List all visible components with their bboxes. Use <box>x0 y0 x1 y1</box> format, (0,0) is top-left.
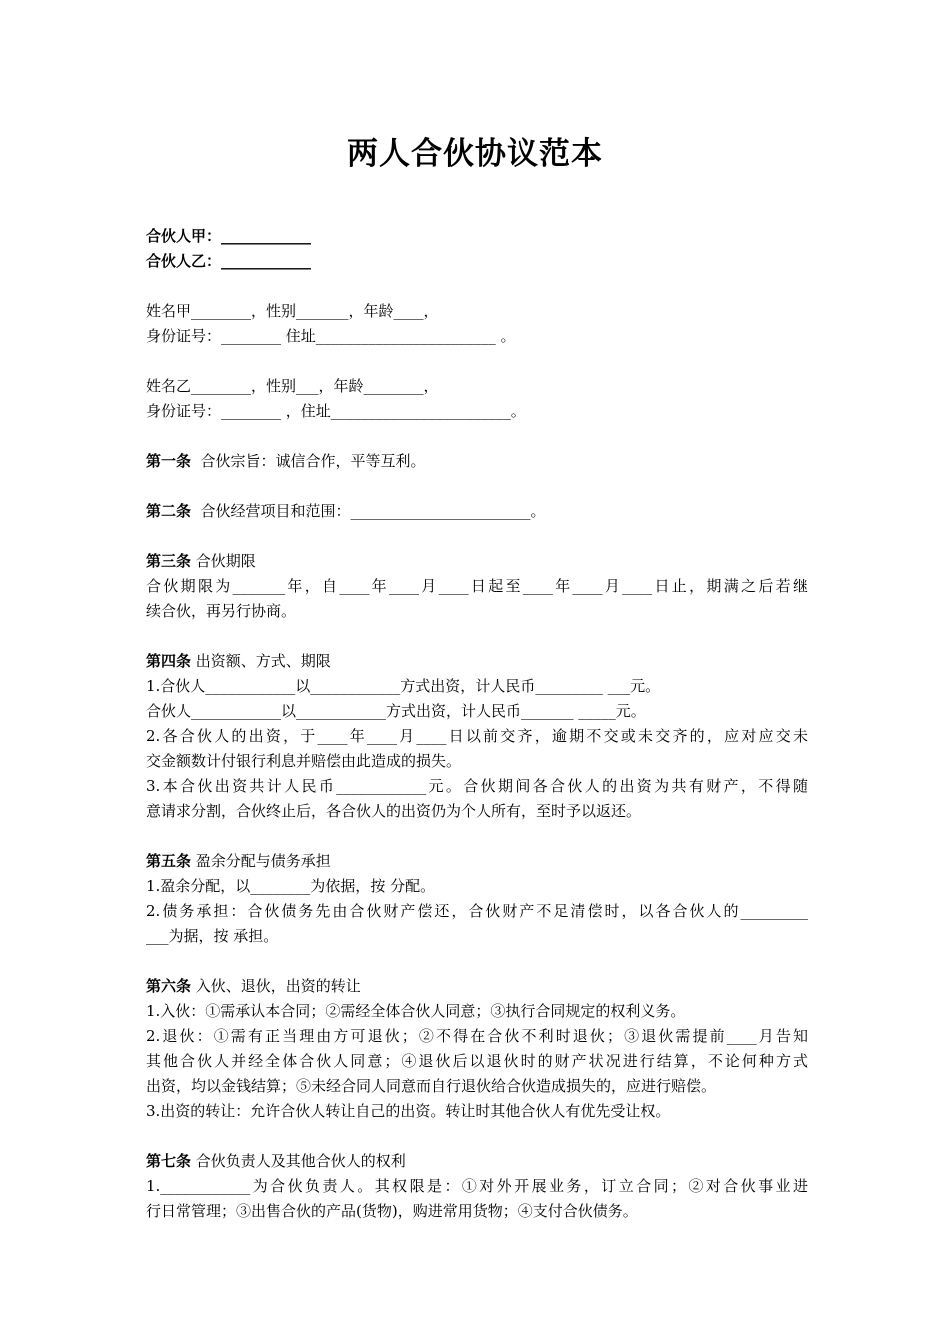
article-3-line-1: 合伙期限为_______年，自____年____月____日起至____年____月____日止，期满之后若继 <box>146 577 808 595</box>
article-3-heading: 第三条 <box>146 552 192 570</box>
article-2 <box>146 499 808 524</box>
article-6-line-5: 3.出资的转让：允许合伙人转让自己的出资。转让时其他合伙人有优先受让权。 <box>146 1102 671 1120</box>
article-6 <box>146 974 808 999</box>
article-6-line-2: 2.退伙：①需有正当理由方可退伙；②不得在合伙不利时退伙；③退伙需提前____月告知 <box>146 1027 808 1045</box>
article-6-heading: 第六条 <box>146 977 192 995</box>
article-6-line-3: 其他合伙人并经全体合伙人同意；④退伙后以退伙时的财产状况进行结算，不论何种方式 <box>146 1052 808 1070</box>
article-2-text: 合伙经营项目和范围：________________________。 <box>191 502 546 520</box>
article-7-line-2: 行日常管理；③出售合伙的产品(货物)，购进常用货物；④支付合伙债务。 <box>146 1202 638 1220</box>
article-6-line-4: 出资，均以金钱结算；⑤未经合同人同意而自行退伙给合伙造成损失的，应进行赔偿。 <box>146 1077 717 1095</box>
article-6-text: 入伙、退伙，出资的转让 <box>191 977 361 995</box>
article-4-line-4: 交金额数计付银行利息并赔偿由此造成的损失。 <box>146 752 462 770</box>
article-2-heading: 第二条 <box>146 502 192 520</box>
document-body <box>146 224 808 1224</box>
person-a-id: 身份证号：________ 住址________________________ 。 <box>146 327 516 345</box>
article-4-heading: 第四条 <box>146 652 192 670</box>
article-7-heading: 第七条 <box>146 1152 192 1170</box>
article-1 <box>146 449 808 474</box>
article-4-line-5: 3.本合伙出资共计人民币____________元。合伙期间各合伙人的出资为共有财产，不得随 <box>146 777 808 795</box>
article-4-line-3: 2.各合伙人的出资，于____年____月____日以前交齐，逾期不交或未交齐的，应对应交未 <box>146 727 808 745</box>
article-5-line-3: ___为据，按 承担。 <box>146 927 279 945</box>
article-5-heading: 第五条 <box>146 852 192 870</box>
article-3 <box>146 549 808 574</box>
article-5-line-1: 1.盈余分配，以________为依据，按 分配。 <box>146 877 436 895</box>
article-5-line-2: 2.债务承担：合伙债务先由合伙财产偿还，合伙财产不足清偿时，以各合伙人的_________ <box>146 902 808 920</box>
article-3-line-2: 续合伙，再另行协商。 <box>146 602 297 620</box>
party-a-line: 合伙人甲：____________ <box>146 227 312 245</box>
person-a-info: 姓名甲________，性别_______，年龄____， <box>146 302 439 320</box>
article-4-line-6: 意请求分割，合伙终止后，各合伙人的出资仍为个人所有，至时予以返还。 <box>146 802 642 820</box>
document-title: 两人合伙协议范本 <box>347 136 603 172</box>
party-b-line: 合伙人乙：____________ <box>146 252 312 270</box>
article-1-heading: 第一条 <box>146 452 192 470</box>
article-7-text: 合伙负责人及其他合伙人的权利 <box>191 1152 406 1170</box>
person-b-info: 姓名乙________，性别___，年龄________， <box>146 377 439 395</box>
article-4-text: 出资额、方式、期限 <box>191 652 331 670</box>
article-6-line-1: 1.入伙：①需承认本合同；②需经全体合伙人同意；③执行合同规定的权利义务。 <box>146 1002 686 1020</box>
article-7 <box>146 1149 808 1174</box>
article-1-text: 合伙宗旨：诚信合作，平等互利。 <box>191 452 426 470</box>
article-4-line-2: 合伙人____________以____________方式出资，计人民币_______ _____元。 <box>146 702 646 720</box>
article-3-text: 合伙期限 <box>191 552 256 570</box>
article-4 <box>146 649 808 674</box>
article-4-line-1: 1.合伙人____________以____________方式出资，计人民币_________ ___元。 <box>146 677 661 695</box>
article-5 <box>146 849 808 874</box>
article-7-line-1: 1.____________为合伙负责人。其权限是：①对外开展业务，订立合同；②对合伙事业进 <box>146 1177 808 1195</box>
article-5-text: 盈余分配与债务承担 <box>191 852 331 870</box>
person-b-id: 身份证号：________ ，住址________________________。 <box>146 402 526 420</box>
